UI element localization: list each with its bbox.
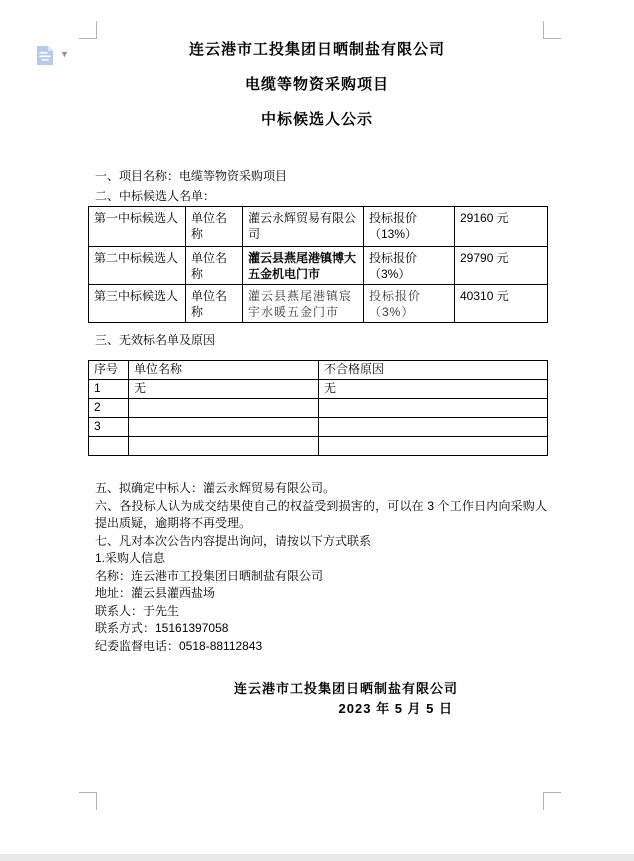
section-invalid-bids: 三、无效标名单及原因 — [95, 333, 216, 347]
table-row — [89, 399, 548, 418]
document-body — [0, 168, 634, 719]
cell-unit — [129, 437, 319, 456]
paragraph-buyer-name: 名称：连云港市工投集团日晒制盐有限公司 — [95, 568, 324, 583]
margin-mark-bottom-right — [543, 792, 561, 810]
candidate-company: 灌云县燕尾港镇博大五金机电门市 — [243, 247, 364, 285]
paragraph-address: 地址：灌云县灌西盐场 — [95, 586, 216, 600]
section-candidates-list: 二、中标候选人名单： — [95, 189, 216, 203]
table-row — [89, 247, 548, 285]
signature-date: 2023 年 5 月 5 日 — [338, 701, 453, 716]
unit-label: 单位名称 — [186, 207, 243, 247]
cell-reason — [319, 399, 548, 418]
cell-unit: 无 — [129, 380, 319, 399]
paste-dropdown-arrow-icon[interactable]: ▼ — [60, 49, 69, 59]
price-label: 投标报价（13%） — [364, 207, 455, 247]
cell-unit — [129, 418, 319, 437]
cell-reason: 无 — [319, 380, 548, 399]
document-titles — [0, 0, 634, 128]
margin-mark-top-right — [543, 21, 561, 39]
paragraph-phone: 联系方式：15161397058 — [95, 621, 229, 635]
title-announcement: 中标候选人公示 — [260, 111, 373, 128]
paste-options-button[interactable] — [36, 45, 69, 71]
table-row — [89, 418, 548, 437]
cell-no: 3 — [89, 418, 129, 437]
price-value: 40310 元 — [455, 285, 548, 323]
price-label: 投标报价（3%） — [364, 285, 455, 323]
notice-paragraphs — [88, 480, 547, 655]
paragraph-contact-person: 联系人：于先生 — [95, 603, 180, 618]
signature-block — [88, 679, 547, 719]
title-company: 连云港市工投集团日晒制盐有限公司 — [188, 41, 445, 58]
paragraph-supervision-phone: 纪委监督电话：0518-88112843 — [95, 638, 263, 653]
cell-no: 2 — [89, 399, 129, 418]
paragraph-buyer-info: 1.采购人信息 — [95, 551, 166, 565]
candidate-company: 灌云县燕尾港镇宸宇水暖五金门市 — [243, 285, 364, 323]
cell-unit — [129, 399, 319, 418]
cell-no: 1 — [89, 380, 129, 399]
page-bottom-gap — [0, 854, 634, 861]
candidates-table — [88, 206, 548, 323]
margin-mark-bottom-left — [79, 792, 97, 810]
paragraph-objection: 六、各投标人认为成交结果使自己的权益受到损害的，可以在 3 个工作日内向采购人提出质疑，逾期将不再受理。 — [95, 498, 547, 530]
price-label: 投标报价（3%） — [364, 247, 455, 285]
title-project: 电缆等物资采购项目 — [244, 76, 389, 93]
cell-reason — [319, 418, 548, 437]
unit-label: 单位名称 — [186, 247, 243, 285]
col-header-unit: 单位名称 — [129, 361, 319, 380]
signature-company: 连云港市工投集团日晒制盐有限公司 — [233, 681, 458, 696]
table-row — [89, 285, 548, 323]
margin-mark-top-left — [79, 21, 97, 39]
unit-label: 单位名称 — [186, 285, 243, 323]
section-project-name: 一、项目名称：电缆等物资采购项目 — [95, 169, 288, 183]
col-header-no: 序号 — [89, 361, 129, 380]
col-header-reason: 不合格原因 — [319, 361, 548, 380]
price-value: 29160 元 — [455, 207, 548, 247]
cell-no — [89, 437, 129, 456]
invalid-bids-table — [88, 360, 548, 456]
paragraph-winner: 五、拟确定中标人：灌云永辉贸易有限公司。 — [95, 481, 336, 495]
table-row — [89, 207, 548, 247]
candidate-rank: 第三中标候选人 — [89, 285, 186, 323]
candidate-rank: 第二中标候选人 — [89, 247, 186, 285]
cell-reason — [319, 437, 548, 456]
table-row — [89, 380, 548, 399]
paste-icon — [36, 45, 54, 71]
candidate-rank: 第一中标候选人 — [89, 207, 186, 247]
paragraph-contact-intro: 七、凡对本次公告内容提出询问，请按以下方式联系 — [95, 533, 372, 548]
table-header-row — [89, 361, 548, 380]
candidate-company: 灌云永辉贸易有限公司 — [243, 207, 364, 247]
table-row — [89, 437, 548, 456]
price-value: 29790 元 — [455, 247, 548, 285]
